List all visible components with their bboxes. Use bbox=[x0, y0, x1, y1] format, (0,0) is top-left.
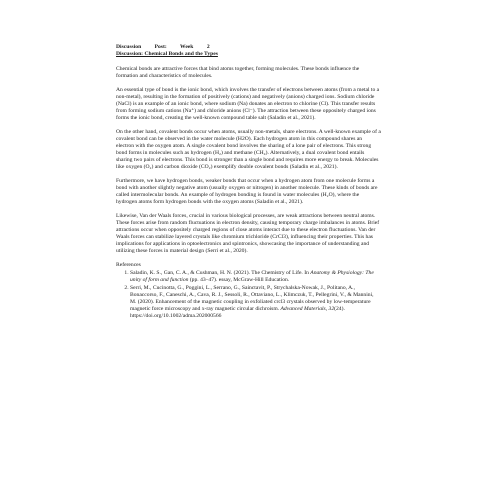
paragraph-van-der-waals: Likewise, Van der Waals forces, crucial in various biological processes, are weak attractions between neutral atoms. These forces arise from random fluctuations in electron density, causing temporary charge imbalances in atoms. Brief attractions occur when oppositely charged regions of close atoms interact due to these electron fluctuations. Van der Waals forces can stabilize layered crystals like chromium trichloride (CrCl3), influencing their properties. This has implications for applications in optoelectronics and spintronics, showcasing the importance of understanding and utilizing these forces in material design (Serri et al., 2020). bbox=[116, 213, 380, 254]
paragraph-covalent-bond: On the other hand, covalent bonds occur when atoms, usually non-metals, share electrons. A well-known example of a covalent bond can be observed in the water molecule (H2O). Each hydrogen atom in this compound shares an electron with the oxygen atom. A single covalent bond involves the sharing of a lone pair of electrons. This strong bond forms in molecules such as hydrogen (H₂) and methane (CH₄). Alternatively, a dual covalent bond entails sharing two pairs of electrons. This bond is stronger than a single bond and requires more energy to break. Molecules like oxygen (O₂) and carbon dioxide (CO₂) exemplify double covalent bonds (Saladin et al., 2021). bbox=[116, 129, 381, 170]
reference-1-text: Saladin, K. S., Gan, C. A., & Cushman, H. N. (2021). The Chemistry of Life. In bbox=[130, 270, 311, 276]
header-post: Post: bbox=[154, 44, 167, 50]
header-discussion: Discussion bbox=[116, 44, 142, 50]
paragraph-hydrogen-bond: Furthermore, we have hydrogen bonds, weaker bonds that occur when a hydrogen atom from one molecule forms a bond with another slightly negative atom (usually oxygen or nitrogen) in another molecule. These kinds of bonds are called intermolecular bonds. An example of hydrogen bonding is found in water molecules (H₂O), where the hydrogen atoms form hydrogen bonds with the oxygen atoms (Saladin et al., 2021). bbox=[116, 178, 378, 205]
reference-2-text: Serri, M., Cucinotta, G., Poggini, L., Serrano, G., Sainctavit, P., Strychalska-Nowak, J., Politano, A., Bonaccorso, F., Caneschi, A., Cava, R. J., Sessoli, R., Ottaviano, L., Klimczuk, T., Pellegrini, V., & Mannini, M. (2020). Enhancement of the magnetic coupling in exfoliated crcl3 crystals observed by low-temperature magnetic force microscopy and x-ray magnetic circular dichroism. bbox=[130, 285, 374, 312]
paragraph-intro: Chemical bonds are attractive forces that bind atoms together, forming molecules. These bonds influence the formation and characteristics of molecules. bbox=[116, 66, 360, 79]
reference-item bbox=[130, 270, 381, 284]
reference-2-tail: (24). https://doi.org/10.1002/adma.202000566 bbox=[130, 306, 345, 319]
post-header bbox=[116, 44, 381, 51]
reference-1-title: Anatomy & Physiology: The unity of form and function bbox=[130, 270, 374, 283]
paragraph-ionic-bond: An essential type of bond is the ionic bond, which involves the transfer of electrons between atoms (from a metal to a non-metal), resulting in the formation of positively (cations) and negatively (anions) charged ions. Sodium chloride (NaCl) is an example of an ionic bond, where sodium (Na) donates an electron to chlorine (Cl). This transfer results from forming sodium cations (Na⁺) and chloride anions (Cl⁻). The attraction between these oppositely charged ions forms the ionic bond, creating the well-known compound table salt (Saladin et al., 2021). bbox=[116, 87, 380, 121]
reference-1-tail: (pp. 43–47). essay, McGraw-Hill Education. bbox=[188, 277, 290, 283]
references-list bbox=[116, 270, 381, 320]
header-week-number: 2 bbox=[206, 44, 210, 50]
reference-item bbox=[130, 285, 381, 320]
references-title: References bbox=[116, 262, 141, 268]
document-body bbox=[116, 44, 381, 321]
header-week: Week bbox=[180, 44, 194, 50]
document-subtitle: Discussion: Chemical Bonds and the Types bbox=[116, 51, 218, 57]
reference-2-journal: Advanced Materials, 32 bbox=[280, 306, 335, 312]
